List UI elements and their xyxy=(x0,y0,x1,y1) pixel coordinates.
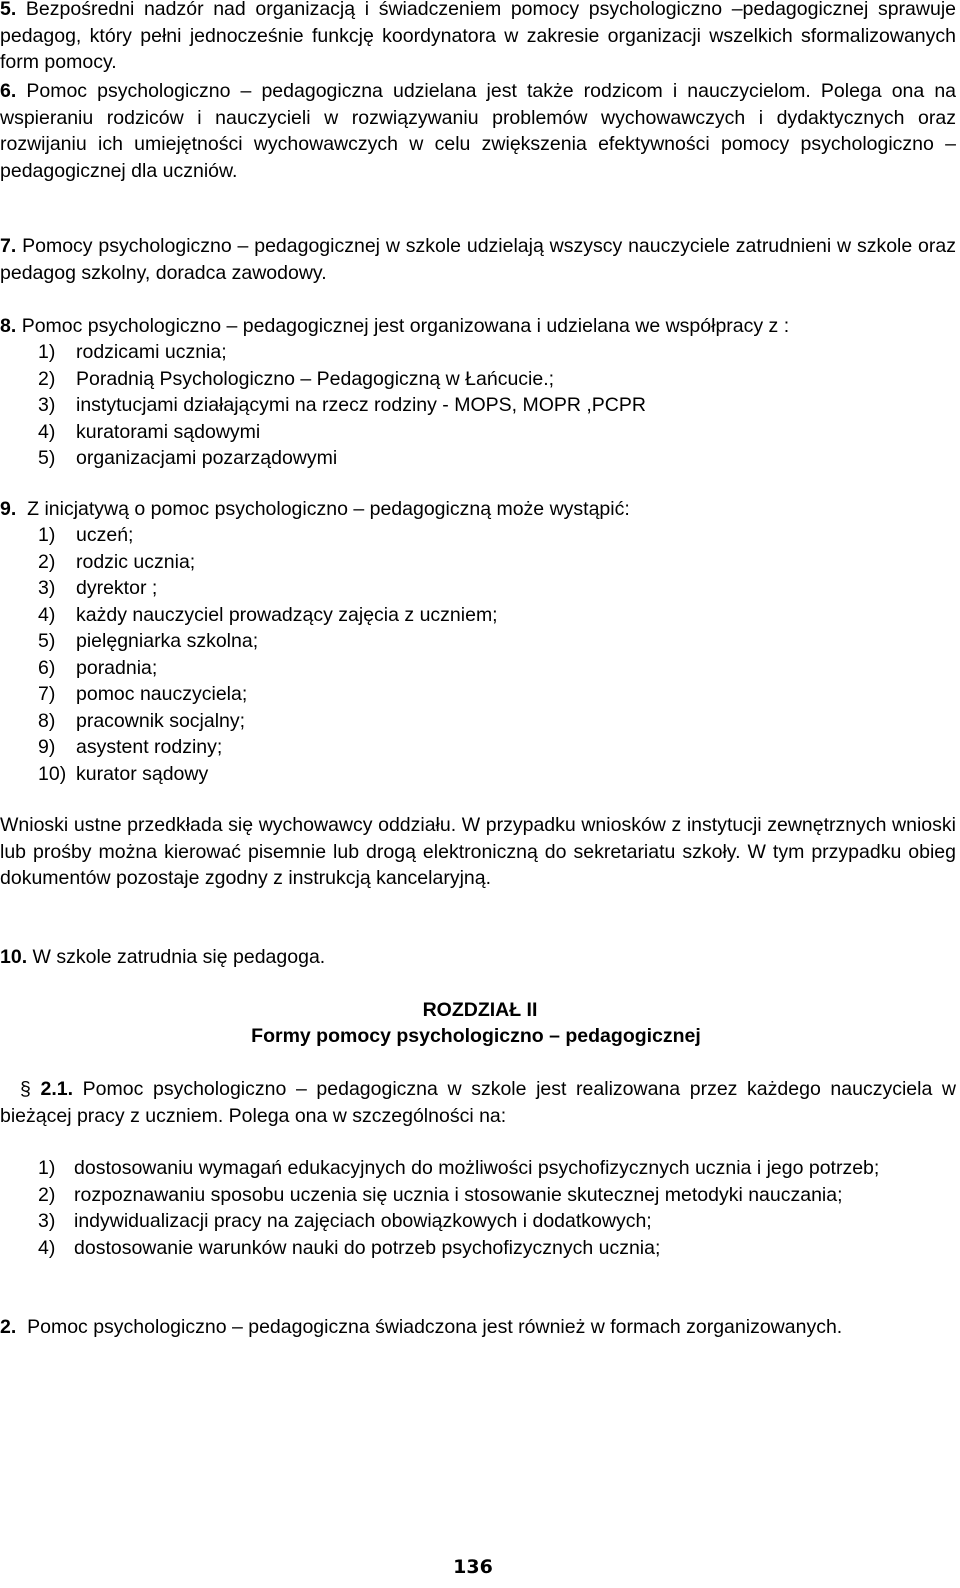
list-item: 2) rodzic ucznia; xyxy=(38,550,196,573)
list-item: 1) uczeń; xyxy=(38,524,134,546)
paragraph-text: Bezpośredni nadzór nad organizacją i świadczeniem pomocy psychologiczno –pedagogicznej sprawuje pedagog, który pełni jednocześnie funkcję koordynatora w zakresie organizacji wszelkich sformalizowanych form pomocy. xyxy=(0,0,956,73)
list-item: 4) każdy nauczyciel prowadzący zajęcia z uczniem; xyxy=(38,603,498,626)
section-2-1 xyxy=(0,1076,956,1129)
paragraph-text: Pomoc psychologiczno – pedagogiczna świadczona jest również w formach zorganizowanych. xyxy=(27,1316,843,1338)
list-item: 3) indywidualizacji pracy na zajęciach obowiązkowych i dodatkowych; xyxy=(38,1210,652,1232)
paragraph-text: Pomoc psychologiczno – pedagogiczna w szkole jest realizowana przez każdego nauczyciela w bieżącej pracy z uczniem. Polega ona w szczególności na: xyxy=(0,1078,957,1127)
paragraph-text: Pomoc psychologiczno – pedagogicznej jest organizowana i udzielana we współpracy z : xyxy=(21,315,790,337)
list-item: 1) dostosowaniu wymagań edukacyjnych do możliwości psychofizycznych ucznia i jego potrzeb; xyxy=(38,1157,880,1179)
paragraph-2 xyxy=(0,1314,960,1341)
paragraph-text: Pomoc psychologiczno – pedagogiczna udzielana jest także rodzicom i nauczycielom. Polega ona na wspieraniu rodziców i nauczycieli w rozwiązywaniu problemów wychowawczych i dydaktycznych oraz rozwijaniu ich umiejętności wychowawczych w celu zwiększenia efektywności pomocy psychologiczno – pedagogicznej dla uczniów. xyxy=(0,80,957,182)
list-item: 5) pielęgniarka szkolna; xyxy=(38,630,259,652)
chapter-subtitle: Formy pomocy psychologiczno – pedagogicznej xyxy=(251,1025,701,1047)
paragraph-text: Pomocy psychologiczno – pedagogicznej w szkole udzielają wszyscy nauczyciele zatrudnieni w szkole oraz pedagog szkolny, doradca zawodowy. xyxy=(0,235,956,284)
paragraph-8 xyxy=(0,313,956,340)
support-forms-list xyxy=(38,1155,944,1261)
paragraph-text: Z inicjatywą o pomoc psychologiczno – pedagogiczną może wystąpić: xyxy=(27,498,630,520)
paragraph-7 xyxy=(0,233,956,286)
list-item: 3) dyrektor ; xyxy=(38,577,158,599)
paragraph-number: 7. xyxy=(0,235,17,257)
paragraph-text: W szkole zatrudnia się pedagoga. xyxy=(32,946,326,968)
list-item: 2) rozpoznawaniu sposobu uczenia się ucznia i stosowanie skutecznej metodyki nauczania; xyxy=(38,1183,843,1206)
requests-paragraph: Wnioski ustne przedkłada się wychowawcy oddziału. W przypadku wniosków z instytucji zewnętrznych wnioski lub prośby można kierować pisemnie lub drogą elektroniczną do sekretariatu szkoły. W tym przypadku obieg dokumentów pozostaje zgodny z instrukcją kancelaryjną. xyxy=(0,814,956,889)
paragraph-10 xyxy=(0,944,956,971)
paragraph-number: 6. xyxy=(0,80,17,102)
paragraph-number: 2. xyxy=(0,1316,17,1338)
list-item: 8) pracownik socjalny; xyxy=(38,709,246,732)
paragraph-9 xyxy=(0,496,956,523)
initiative-list xyxy=(38,522,498,787)
list-item: 4) dostosowanie warunków nauki do potrzeb psychofizycznych ucznia; xyxy=(38,1236,661,1259)
paragraph-number: 9. xyxy=(0,498,17,520)
cooperation-list xyxy=(38,339,646,472)
paragraph-5 xyxy=(0,0,956,76)
list-item: 6) poradnia; xyxy=(38,656,158,679)
list-item: 2) Poradnią Psychologiczno – Pedagogiczną w Łańcucie.; xyxy=(38,367,555,390)
list-item: 4) kuratorami sądowymi xyxy=(38,420,261,443)
list-item: 3) instytucjami działającymi na rzecz rodziny - MOPS, MOPR ,PCPR xyxy=(38,394,646,416)
chapter-title: ROZDZIAŁ II xyxy=(422,999,538,1021)
paragraph-number: 5. xyxy=(0,0,17,20)
list-item: 9) asystent rodziny; xyxy=(38,736,223,758)
paragraph-number: 8. xyxy=(0,315,17,337)
list-item: 10) kurator sądowy xyxy=(38,762,209,785)
list-item: 1) rodzicami ucznia; xyxy=(38,341,227,363)
list-item: 7) pomoc nauczyciela; xyxy=(38,683,248,705)
paragraph-number: 10. xyxy=(0,946,28,968)
paragraph-number: 2.1. xyxy=(40,1078,74,1100)
page-number: 136 xyxy=(453,1556,493,1578)
paragraph-6 xyxy=(0,78,956,184)
list-item: 5) organizacjami pozarządowymi xyxy=(38,447,338,469)
section-symbol: § xyxy=(20,1078,31,1100)
